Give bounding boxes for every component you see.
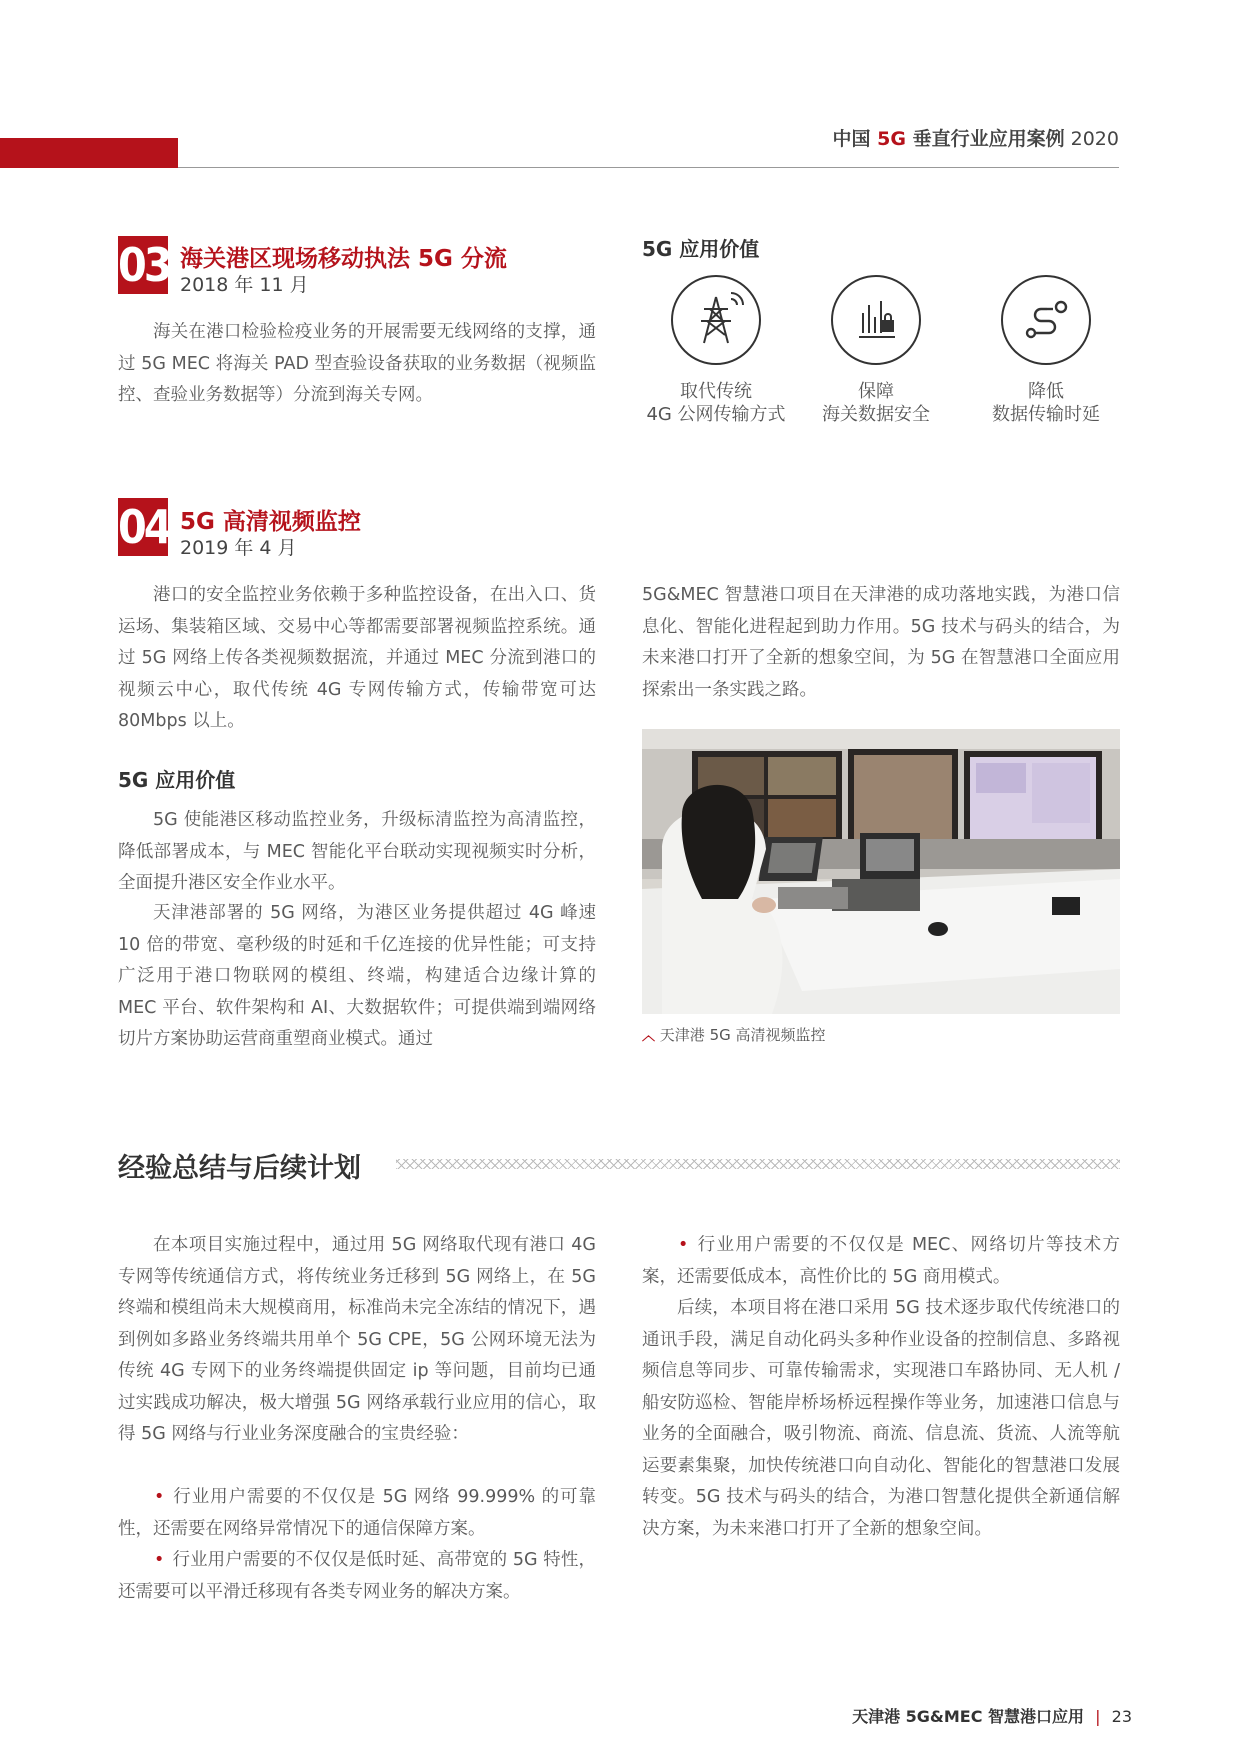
section-body-04: 港口的安全监控业务依赖于多种监控设备，在出入口、货运场、集装箱区域、交易中心等都需要部署视频监控系统。通过 5G 网络上传各类视频数据流，并通过 MEC 分流到港口的视频云中心，取代传统 4G 专网传输方式，传输带宽可达 80Mbps 以上。 [118,585,596,731]
section-title-04: 5G 高清视频监控 [180,509,361,535]
section-number-04: 04 [118,500,170,554]
header-red-bar [0,138,178,168]
section-title-03: 海关港区现场移动执法 5G 分流 [180,246,507,272]
summary-left-paragraph: 在本项目实施过程中，通过用 5G 网络取代现有港口 4G 专网等传统通信方式，将传统业务迁移到 5G 网络上，在 5G 终端和模组尚未大规模商用，标准尚未完全冻结的情况下，遇到例如多路业务终端共用单个 5G CPE，5G 公网环境无法为传统 4G 专网下的业务终端提供固定 ip 等问题，目前均已通过实践成功解决，极大增强 5G 网络承载行业应用的信心，取得 5G 网络与行业业务深度融合的宝贵经验： [118,1235,596,1444]
section-body-03: 海关在港口检验检疫业务的开展需要无线网络的支撑，通过 5G MEC 将海关 PAD 型查验设备获取的业务数据（视频监控、查验业务数据等）分流到海关专网。 [118,322,596,405]
value-item-1-line1: 取代传统 [680,381,752,402]
section04-value-p2: 天津港部署的 5G 网络，为港区业务提供超过 4G 峰速 10 倍的带宽、毫秒级的时延和千亿连接的优异性能；可支持广泛用于港口物联网的模组、终端，构建适合边缘计算的 MEC 平台、软件架构和 AI、大数据软件；可提供端到端网络切片方案协助运营商重塑商业模式。通过 [118,903,596,1049]
control-room-photo [642,729,1120,1014]
section-date-04: 2019 年 4 月 [180,537,297,559]
summary-bullet-2 [118,1545,596,1608]
header-title-5g: 5G [877,128,906,150]
summary-bullet-3 [642,1230,1120,1293]
header-rule [178,167,1119,168]
footer-divider: | [1095,1707,1101,1726]
header-title-prefix: 中国 [832,128,878,150]
header-title [833,124,1119,151]
transmission-tower-icon [671,275,761,365]
data-lock-icon [831,275,921,365]
value-heading: 5G 应用价值 [642,237,760,261]
header-title-main: 垂直行业应用案例 [905,128,1065,150]
caption-chevron-icon: ︿ [642,1029,656,1044]
summary-bullet-1-text: • 行业用户需要的不仅仅是 5G 网络 99.999% 的可靠性，还需要在网络异常情况下的通信保障方案。 [118,1487,596,1539]
footer-page-number: 23 [1111,1707,1132,1726]
value-item-3-line1: 降低 [1028,381,1064,402]
section04-value-heading: 5G 应用价值 [118,768,236,792]
value-item-2-line2: 海关数据安全 [822,404,930,425]
photo-caption [642,1024,826,1045]
caption-text: 天津港 5G 高清视频监控 [659,1026,826,1044]
footer [852,1704,1132,1727]
section04-value-p1: 5G 使能港区移动监控业务，升级标清监控为高清监控，降低部署成本，与 MEC 智能化平台联动实现视频实时分析，全面提升港区安全作业水平。 [118,810,596,893]
value-item-1 [626,380,806,426]
value-item-1-line2: 4G 公网传输方式 [646,404,786,425]
route-path-icon [1001,275,1091,365]
summary-heading-pattern [396,1159,1120,1169]
header-title-year: 2020 [1064,128,1119,150]
summary-bullet-3-text: • 行业用户需要的不仅仅是 MEC、网络切片等技术方案，还需要低成本，高性价比的 5G 商用模式。 [642,1235,1120,1287]
summary-bullet-2-text: • 行业用户需要的不仅仅是低时延、高带宽的 5G 特性，还需要可以平滑迁移现有各类专网业务的解决方案。 [118,1550,596,1602]
footer-title: 天津港 5G&MEC 智慧港口应用 [852,1707,1085,1726]
summary-heading: 经验总结与后续计划 [118,1153,361,1184]
value-item-3 [956,380,1136,426]
summary-right-paragraph: 后续，本项目将在港口采用 5G 技术逐步取代传统港口的通讯手段，满足自动化码头多种作业设备的控制信息、多路视频信息等同步、可靠传输需求，实现港口车路协同、无人机 / 船安防巡检、智能岸桥场桥远程操作等业务，加速港口信息与业务的全面融合，吸引物流、商流、信息流、货流、人流等航运要素集聚，加快传统港口向自动化、智能化的智慧港口发展转变。5G 技术与码头的结合，为港口智慧化提供全新通信解决方案，为未来港口打开了全新的想象空间。 [642,1298,1120,1539]
section-date-03: 2018 年 11 月 [180,274,309,296]
section04-right-paragraph: 5G&MEC 智慧港口项目在天津港的成功落地实践，为港口信息化、智能化进程起到助力作用。5G 技术与码头的结合，为未来港口打开了全新的想象空间，为 5G 在智慧港口全面应用探索出一条实践之路。 [642,585,1120,700]
summary-bullet-1 [118,1482,596,1545]
value-item-2 [786,380,966,426]
section-number-03: 03 [118,238,170,292]
value-item-2-line1: 保障 [858,381,894,402]
value-item-3-line2: 数据传输时延 [992,404,1100,425]
